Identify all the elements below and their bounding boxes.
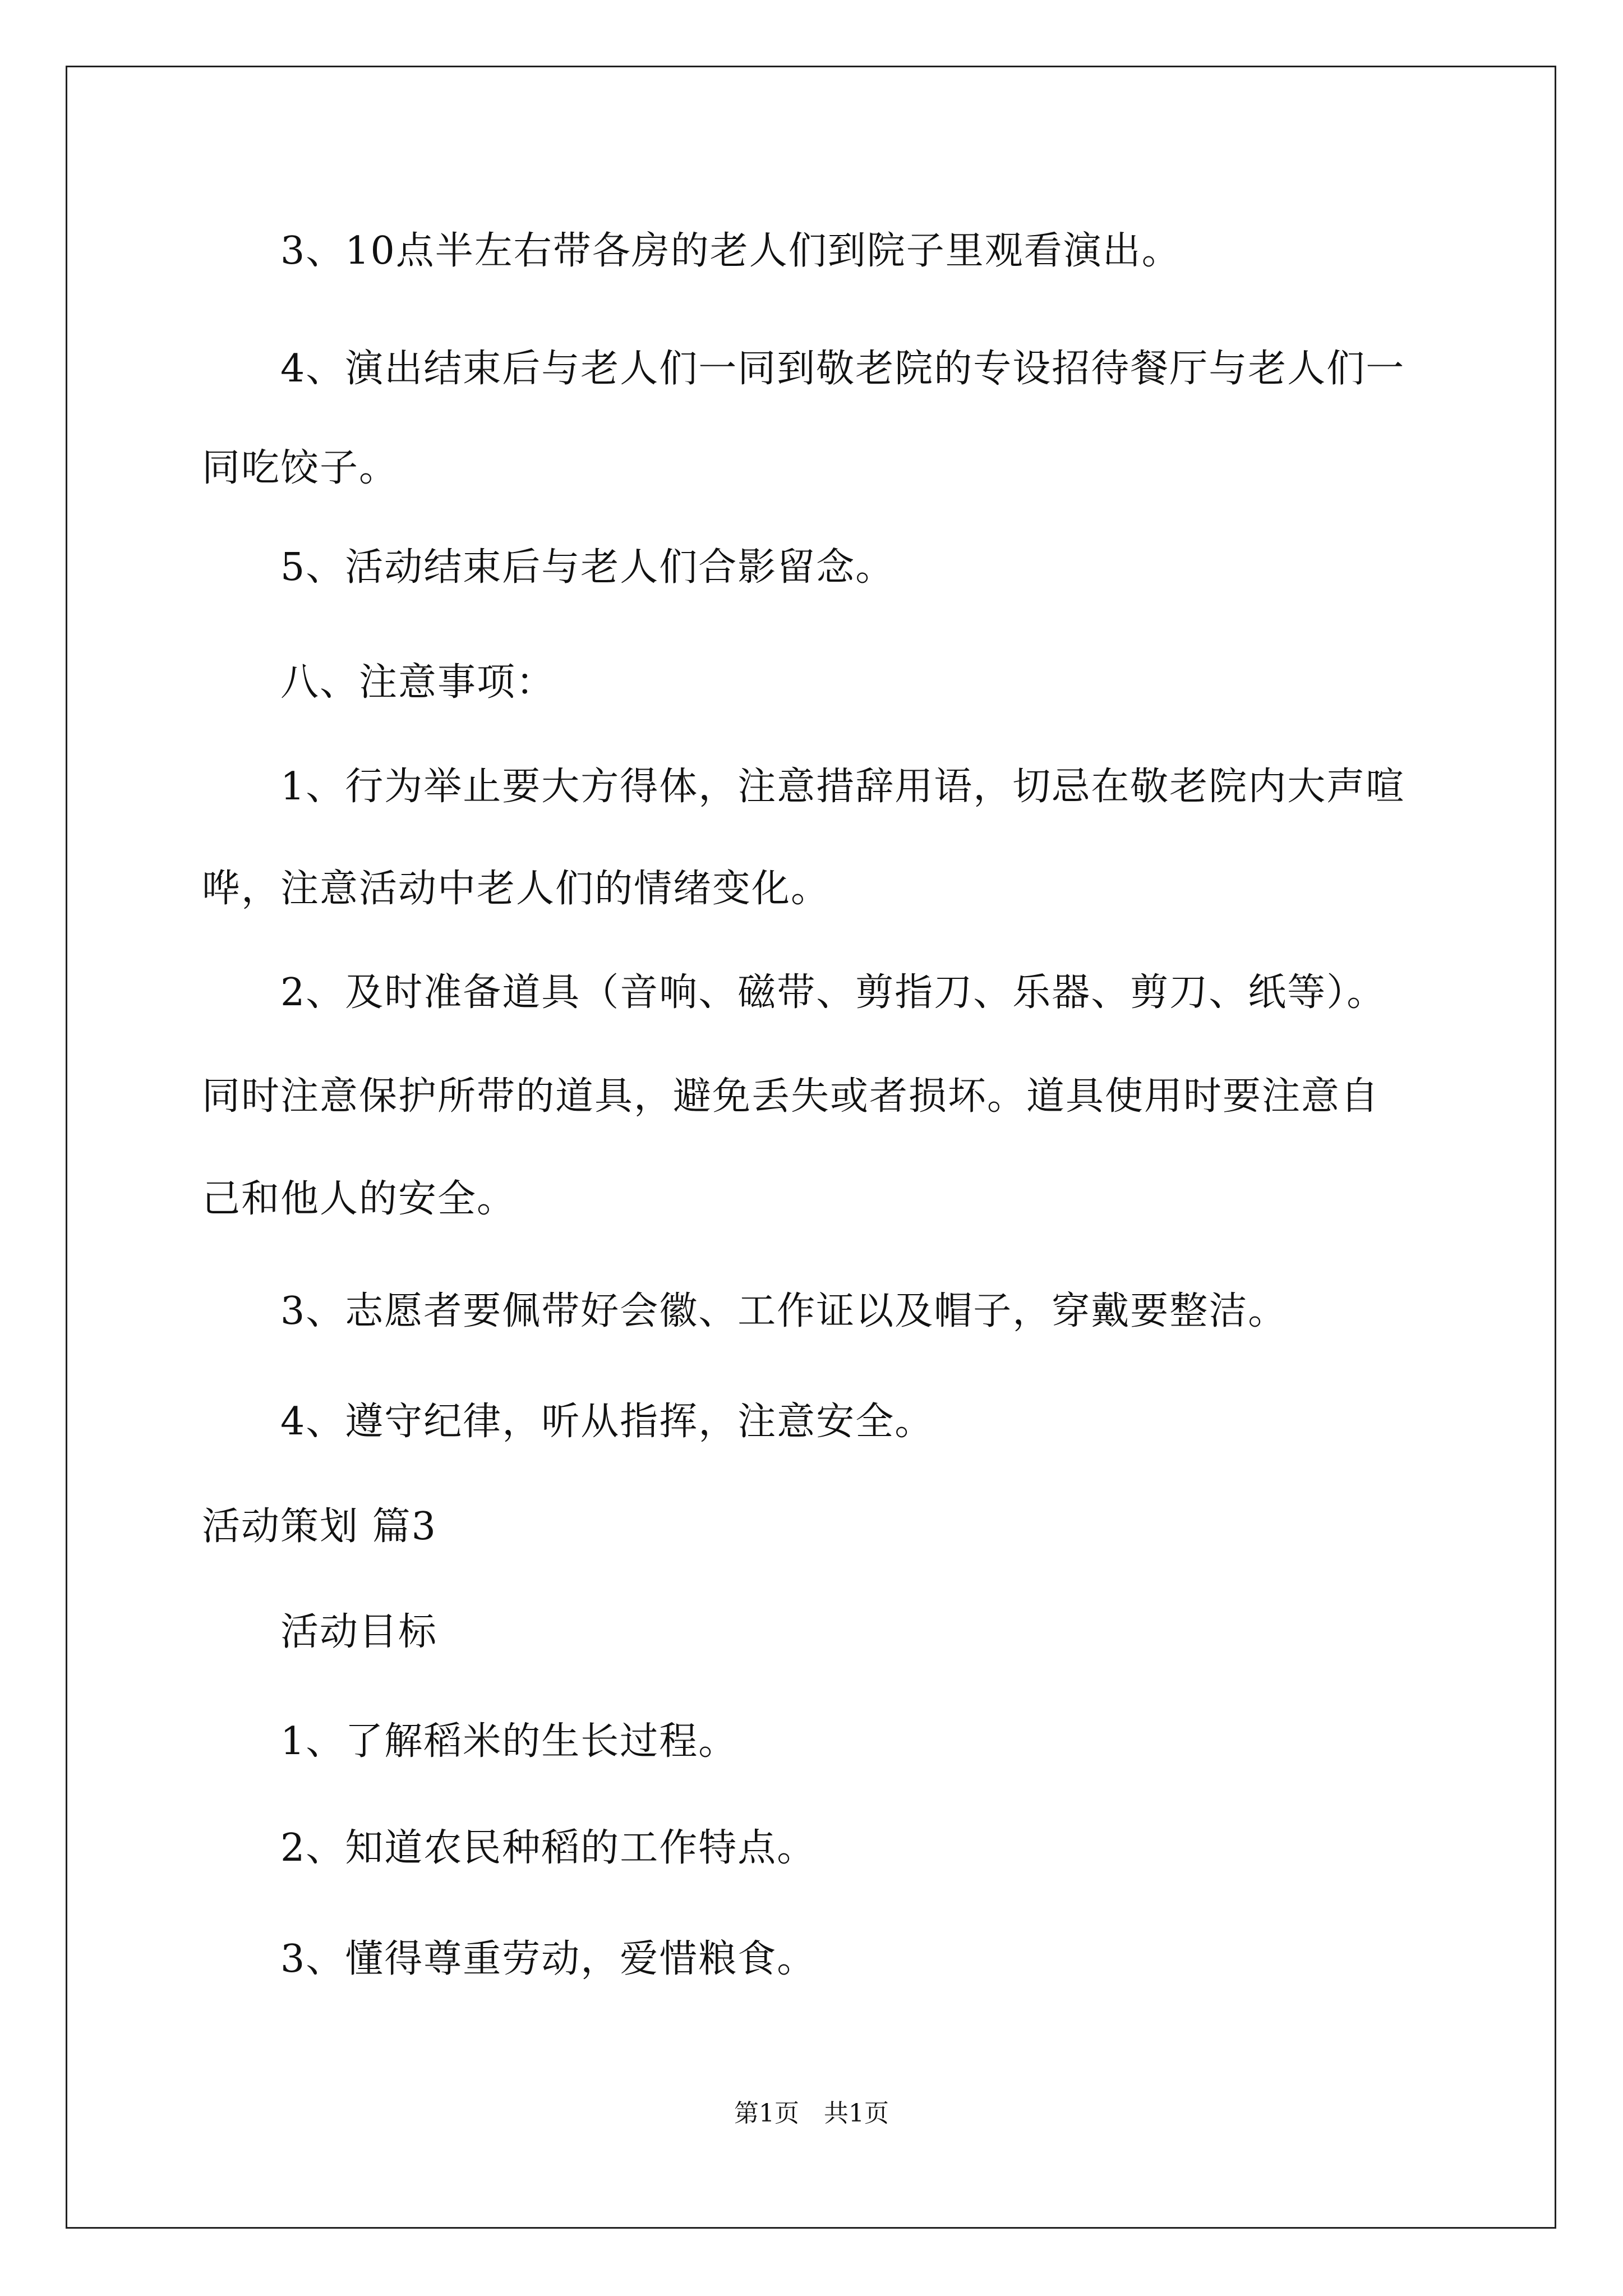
paragraph-line: 2、知道农民种稻的工作特点。 xyxy=(280,1826,817,1870)
paragraph-line: 2、及时准备道具（音响、磁带、剪指刀、乐器、剪刀、纸等）。 xyxy=(280,970,1386,1015)
paragraph-line: 同时注意保护所带的道具，避免丢失或者损坏。道具使用时要注意自 xyxy=(202,1074,1380,1119)
current-page-label: 第1页 xyxy=(734,2099,799,2128)
paragraph-line: 3、懂得尊重劳动，爱惜粮食。 xyxy=(280,1937,817,1981)
paragraph-line: 4、演出结束后与老人们一同到敬老院的专设招待餐厅与老人们一 xyxy=(280,347,1405,391)
paragraph-line: 4、遵守纪律，听从指挥，注意安全。 xyxy=(280,1400,934,1444)
paragraph-line: 1、行为举止要大方得体，注意措辞用语，切忌在敬老院内大声喧 xyxy=(280,765,1405,809)
section-heading: 活动目标 xyxy=(280,1610,438,1654)
paragraph-line: 哗，注意活动中老人们的情绪变化。 xyxy=(202,867,831,911)
paragraph-line: 1、了解稻米的生长过程。 xyxy=(280,1719,738,1764)
paragraph-line: 3、志愿者要佩带好会徽、工作证以及帽子，穿戴要整洁。 xyxy=(280,1289,1288,1333)
total-pages-label: 共1页 xyxy=(824,2099,889,2128)
paragraph-line: 5、活动结束后与老人们合影留念。 xyxy=(280,545,895,590)
paragraph-line: 同吃饺子。 xyxy=(202,446,399,490)
paragraph-line: 己和他人的安全。 xyxy=(202,1177,517,1221)
page-footer xyxy=(0,2100,1623,2128)
section-heading: 八、注意事项： xyxy=(280,660,556,705)
article-title: 活动策划 篇3 xyxy=(202,1504,437,1549)
paragraph-line: 3、10点半左右带各房的老人们到院子里观看演出。 xyxy=(280,229,1181,273)
